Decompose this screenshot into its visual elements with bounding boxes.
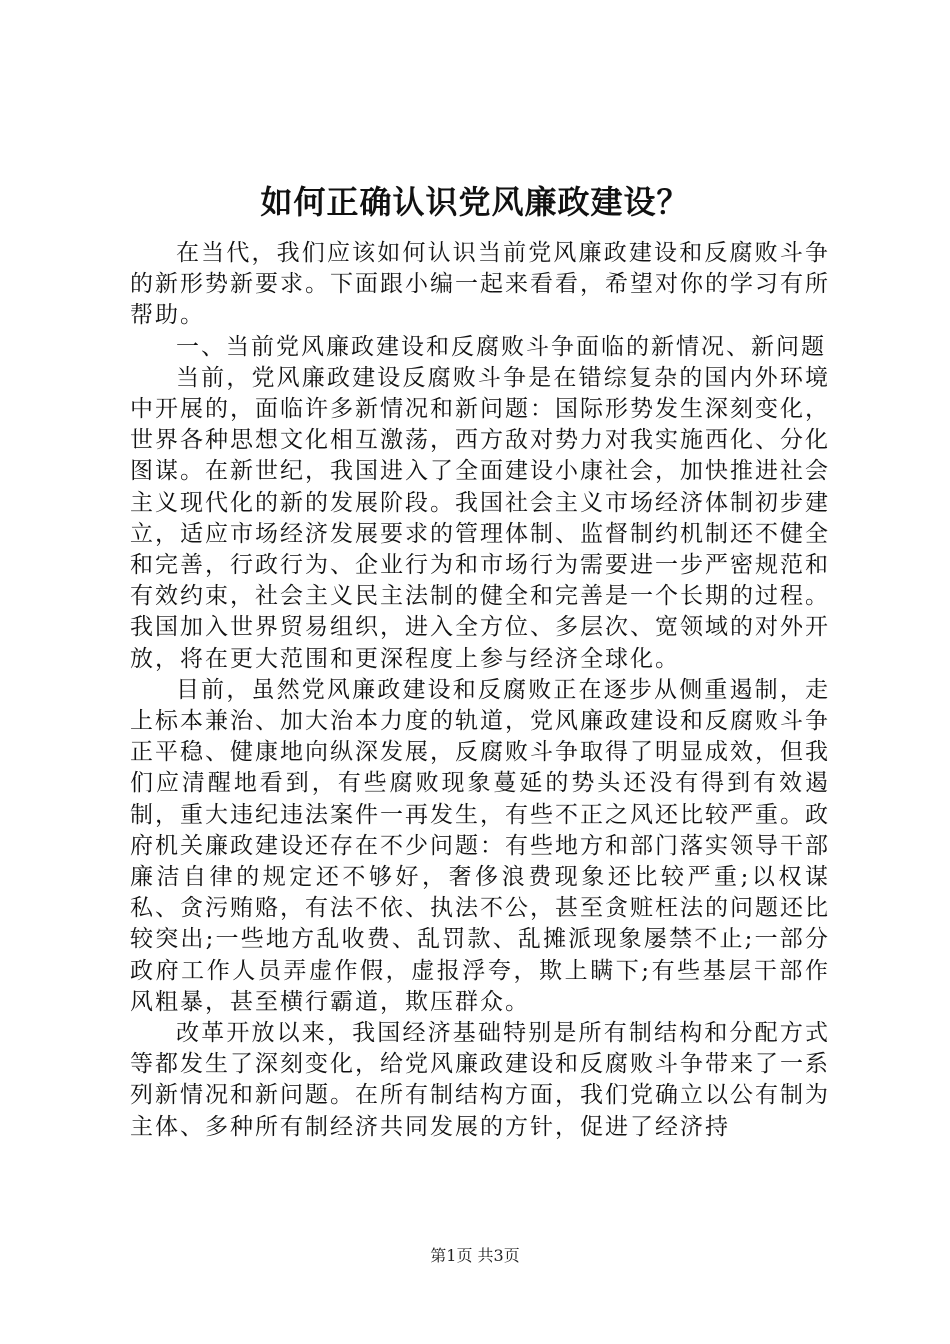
paragraph-intro: 在当代，我们应该如何认识当前党风廉政建设和反腐败斗争的新形势新要求。下面跟小编一起来看看，希望对你的学习有所帮助。 xyxy=(130,240,830,329)
section-heading: 一、当前党风廉政建设和反腐败斗争面临的新情况、新问题 xyxy=(176,333,826,360)
document-title: 如何正确认识党风廉政建设？ xyxy=(260,183,690,221)
paragraph-problems: 目前，虽然党风廉政建设和反腐败正在逐步从侧重遏制，走上标本兼治、加大治本力度的轨道，党风廉政建设和反腐败斗争正平稳、健康地向纵深发展，反腐败斗争取得了明显成效，但我们应清醒地看到，有些腐败现象蔓延的势头还没有得到有效遏制，重大违纪违法案件一再发生，有些不正之风还比较严重。政府机关廉政建设还存在不少问题：有些地方和部门落实领导干部廉洁自律的规定还不够好，奢侈浪费现象还比较严重;以权谋私、贪污贿赂，有法不依、执法不公，甚至贪赃枉法的问题还比较突出;一些地方乱收费、乱罚款、乱摊派现象屡禁不止;一部分政府工作人员弄虚作假，虚报浮夸，欺上瞒下;有些基层干部作风粗暴，甚至横行霸道，欺压群众。 xyxy=(130,676,830,1015)
paragraph-reform: 改革开放以来，我国经济基础特别是所有制结构和分配方式等都发生了深刻变化，给党风廉政建设和反腐败斗争带来了一系列新情况和新问题。在所有制结构方面，我们党确立以公有制为主体、多种所有制经济共同发展的方针，促进了经济持 xyxy=(130,1020,830,1140)
page-number-footer: 第1页 共3页 xyxy=(430,1246,520,1265)
document-body xyxy=(130,238,830,1143)
paragraph-situation: 当前，党风廉政建设反腐败斗争是在错综复杂的国内外环境中开展的，面临许多新情况和新问题：国际形势发生深刻变化，世界各种思想文化相互激荡，西方敌对势力对我实施西化、分化图谋。在新世纪，我国进入了全面建设小康社会，加快推进社会主义现代化的新的发展阶段。我国社会主义市场经济体制初步建立，适应市场经济发展要求的管理体制、监督制约机制还不健全和完善，行政行为、企业行为和市场行为需要进一步严密规范和有效约束，社会主义民主法制的健全和完善是一个长期的过程。我国加入世界贸易组织，进入全方位、多层次、宽领域的对外开放，将在更大范围和更深程度上参与经济全球化。 xyxy=(130,364,830,672)
